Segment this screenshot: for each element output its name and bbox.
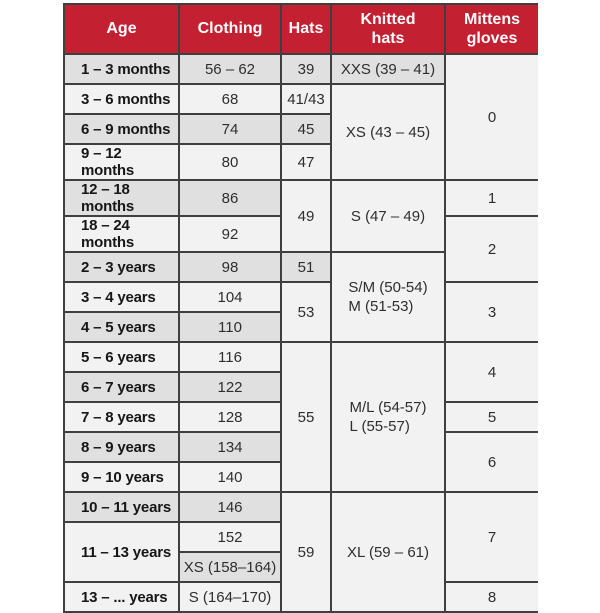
age-cell: 3 – 4 years (64, 282, 179, 312)
knitted-size-line: S/M (50-54) (348, 278, 428, 296)
col-header-hats: Hats (281, 4, 331, 54)
col-header-mittens-gloves (445, 4, 538, 54)
knitted-hats-cell (331, 252, 445, 342)
hats-cell: 53 (281, 282, 331, 342)
clothing-cell: 56 – 62 (179, 54, 281, 84)
hats-cell: 55 (281, 342, 331, 492)
clothing-cell: 152 (179, 522, 281, 552)
hats-cell: 39 (281, 54, 331, 84)
knitted-hats-cell: XXS (39 – 41) (331, 54, 445, 84)
age-cell: 6 – 9 months (64, 114, 179, 144)
size-chart (63, 3, 538, 613)
age-cell: 4 – 5 years (64, 312, 179, 342)
mittens-gloves-cell: 3 (445, 282, 538, 342)
clothing-cell: 122 (179, 372, 281, 402)
knitted-hats-cell: XL (59 – 61) (331, 492, 445, 612)
mittens-gloves-cell: 4 (445, 342, 538, 402)
hats-cell: 47 (281, 144, 331, 180)
mittens-gloves-cell: 5 (445, 402, 538, 432)
knitted-size-line: M/L (54-57) (349, 398, 427, 416)
age-cell: 1 – 3 months (64, 54, 179, 84)
clothing-cell: 134 (179, 432, 281, 462)
age-cell: 9 – 12 months (64, 144, 179, 180)
clothing-cell: 128 (179, 402, 281, 432)
age-cell: 8 – 9 years (64, 432, 179, 462)
mittens-gloves-cell: 6 (445, 432, 538, 492)
table-row (64, 492, 538, 522)
clothing-cell: 68 (179, 84, 281, 114)
age-cell: 3 – 6 months (64, 84, 179, 114)
header-line: Mittens (464, 10, 520, 28)
age-cell: 9 – 10 years (64, 462, 179, 492)
hats-cell: 51 (281, 252, 331, 282)
clothing-cell: S (164–170) (179, 582, 281, 612)
age-cell: 10 – 11 years (64, 492, 179, 522)
age-cell: 5 – 6 years (64, 342, 179, 372)
clothing-cell: 98 (179, 252, 281, 282)
table-row (64, 282, 538, 312)
col-header-clothing: Clothing (179, 4, 281, 54)
hats-cell: 41/43 (281, 84, 331, 114)
col-header-knitted-hats (331, 4, 445, 54)
clothing-cell: 110 (179, 312, 281, 342)
clothing-cell: 116 (179, 342, 281, 372)
age-cell: 12 – 18 months (64, 180, 179, 216)
col-header-age: Age (64, 4, 179, 54)
clothing-cell: 146 (179, 492, 281, 522)
clothing-cell: 80 (179, 144, 281, 180)
age-cell: 6 – 7 years (64, 372, 179, 402)
knitted-size-line: M (51-53) (348, 298, 414, 315)
knitted-size-line: L (55-57) (349, 418, 410, 435)
hats-cell: 49 (281, 180, 331, 252)
table-row (64, 180, 538, 216)
age-cell: 13 – ... years (64, 582, 179, 612)
knitted-hats-cell: XS (43 – 45) (331, 84, 445, 180)
mittens-gloves-cell: 7 (445, 492, 538, 582)
mittens-gloves-cell: 2 (445, 216, 538, 282)
mittens-gloves-cell: 8 (445, 582, 538, 612)
age-cell: 18 – 24 months (64, 216, 179, 252)
knitted-hats-cell (331, 342, 445, 492)
clothing-cell: 140 (179, 462, 281, 492)
age-cell: 7 – 8 years (64, 402, 179, 432)
mittens-gloves-cell: 0 (445, 54, 538, 180)
table-row (64, 54, 538, 84)
clothing-cell: 86 (179, 180, 281, 216)
header-line: hats (371, 30, 405, 47)
age-cell: 2 – 3 years (64, 252, 179, 282)
age-cell: 11 – 13 years (64, 522, 179, 582)
header-row (64, 4, 538, 54)
clothing-cell: 74 (179, 114, 281, 144)
mittens-gloves-cell: 1 (445, 180, 538, 216)
clothing-cell: 92 (179, 216, 281, 252)
table-row (64, 342, 538, 372)
clothing-cell: 104 (179, 282, 281, 312)
size-chart-table (63, 3, 538, 613)
clothing-cell: XS (158–164) (179, 552, 281, 582)
knitted-hats-cell: S (47 – 49) (331, 180, 445, 252)
hats-cell: 59 (281, 492, 331, 612)
header-line: gloves (466, 30, 518, 47)
hats-cell: 45 (281, 114, 331, 144)
header-line: Knitted (360, 10, 416, 28)
